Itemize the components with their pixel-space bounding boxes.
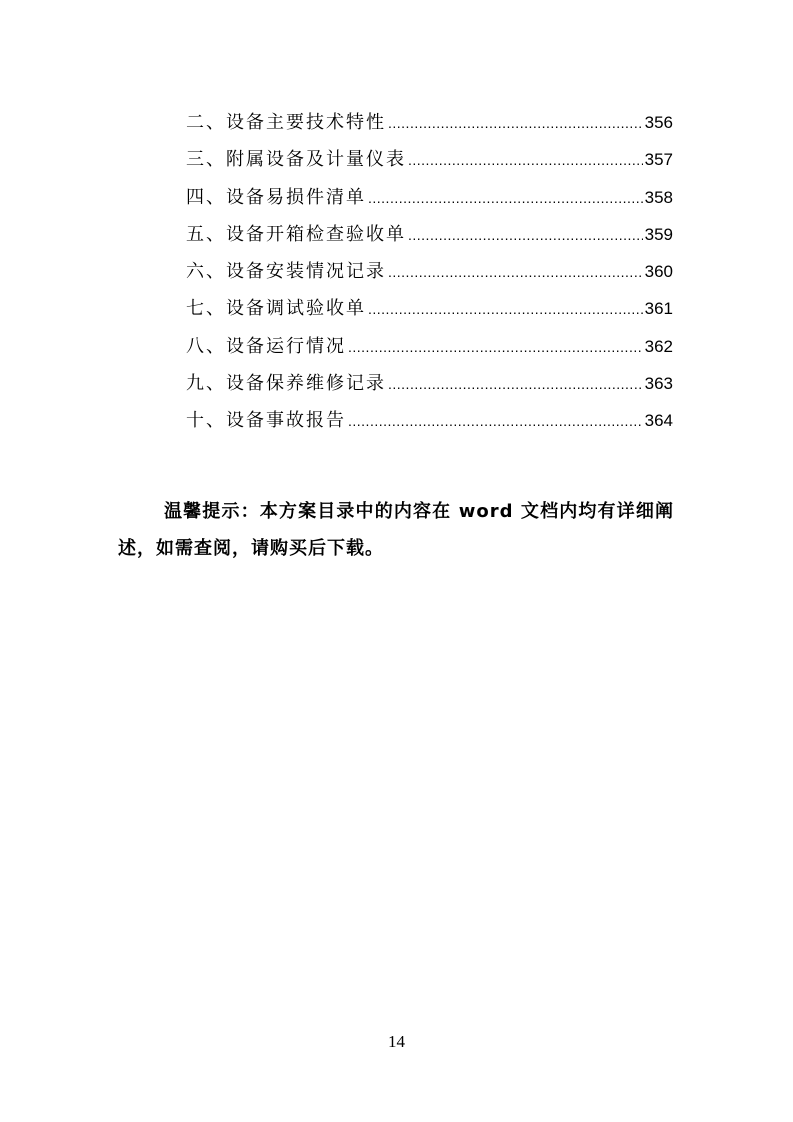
toc-entry[interactable] bbox=[186, 365, 673, 402]
toc-entry-title: 六、设备安装情况记录 bbox=[186, 261, 386, 283]
toc-leader-dots bbox=[408, 142, 643, 179]
toc-entry-title: 三、附属设备及计量仪表 bbox=[186, 149, 406, 171]
toc-leader-dots bbox=[388, 254, 643, 291]
toc-entry-title: 二、设备主要技术特性 bbox=[186, 112, 386, 133]
toc-entry-title: 四、设备易损件清单 bbox=[186, 186, 366, 208]
toc-entry-title: 十、设备事故报告 bbox=[186, 410, 346, 432]
toc-leader-dots bbox=[408, 217, 643, 254]
toc-entry-page: 357 bbox=[644, 150, 673, 170]
table-of-contents bbox=[186, 104, 673, 440]
toc-entry[interactable] bbox=[186, 104, 673, 141]
toc-leader-dots bbox=[348, 403, 643, 440]
toc-entry[interactable] bbox=[186, 179, 673, 216]
download-notice: 温馨提示：本方案目录中的内容在 word 文档内均有详细阐述，如需查阅，请购买后下载。 bbox=[118, 501, 674, 559]
toc-leader-dots bbox=[388, 105, 643, 142]
toc-entry-title: 七、设备调试验收单 bbox=[186, 298, 366, 320]
toc-leader-dots bbox=[368, 291, 643, 328]
toc-entry-title: 九、设备保养维修记录 bbox=[186, 373, 386, 395]
toc-entry-title: 五、设备开箱检查验收单 bbox=[186, 223, 406, 245]
toc-entry-page: 356 bbox=[644, 113, 673, 132]
toc-entry[interactable] bbox=[186, 216, 673, 253]
toc-entry[interactable] bbox=[186, 290, 673, 327]
toc-entry[interactable] bbox=[186, 402, 673, 439]
toc-entry[interactable] bbox=[186, 253, 673, 290]
toc-leader-dots bbox=[368, 180, 643, 217]
toc-entry[interactable] bbox=[186, 328, 673, 365]
page-number: 14 bbox=[388, 1032, 405, 1051]
toc-entry-title: 八、设备运行情况 bbox=[186, 335, 346, 357]
toc-entry[interactable] bbox=[186, 141, 673, 178]
toc-entry-page: 364 bbox=[644, 411, 673, 431]
toc-leader-dots bbox=[388, 366, 643, 403]
toc-leader-dots bbox=[348, 329, 643, 366]
toc-entry-page: 362 bbox=[644, 336, 673, 356]
toc-entry-page: 360 bbox=[644, 262, 673, 282]
toc-entry-page: 359 bbox=[644, 224, 673, 244]
toc-entry-page: 358 bbox=[644, 187, 673, 207]
toc-entry-page: 361 bbox=[644, 299, 673, 319]
toc-entry-page: 363 bbox=[644, 374, 673, 394]
